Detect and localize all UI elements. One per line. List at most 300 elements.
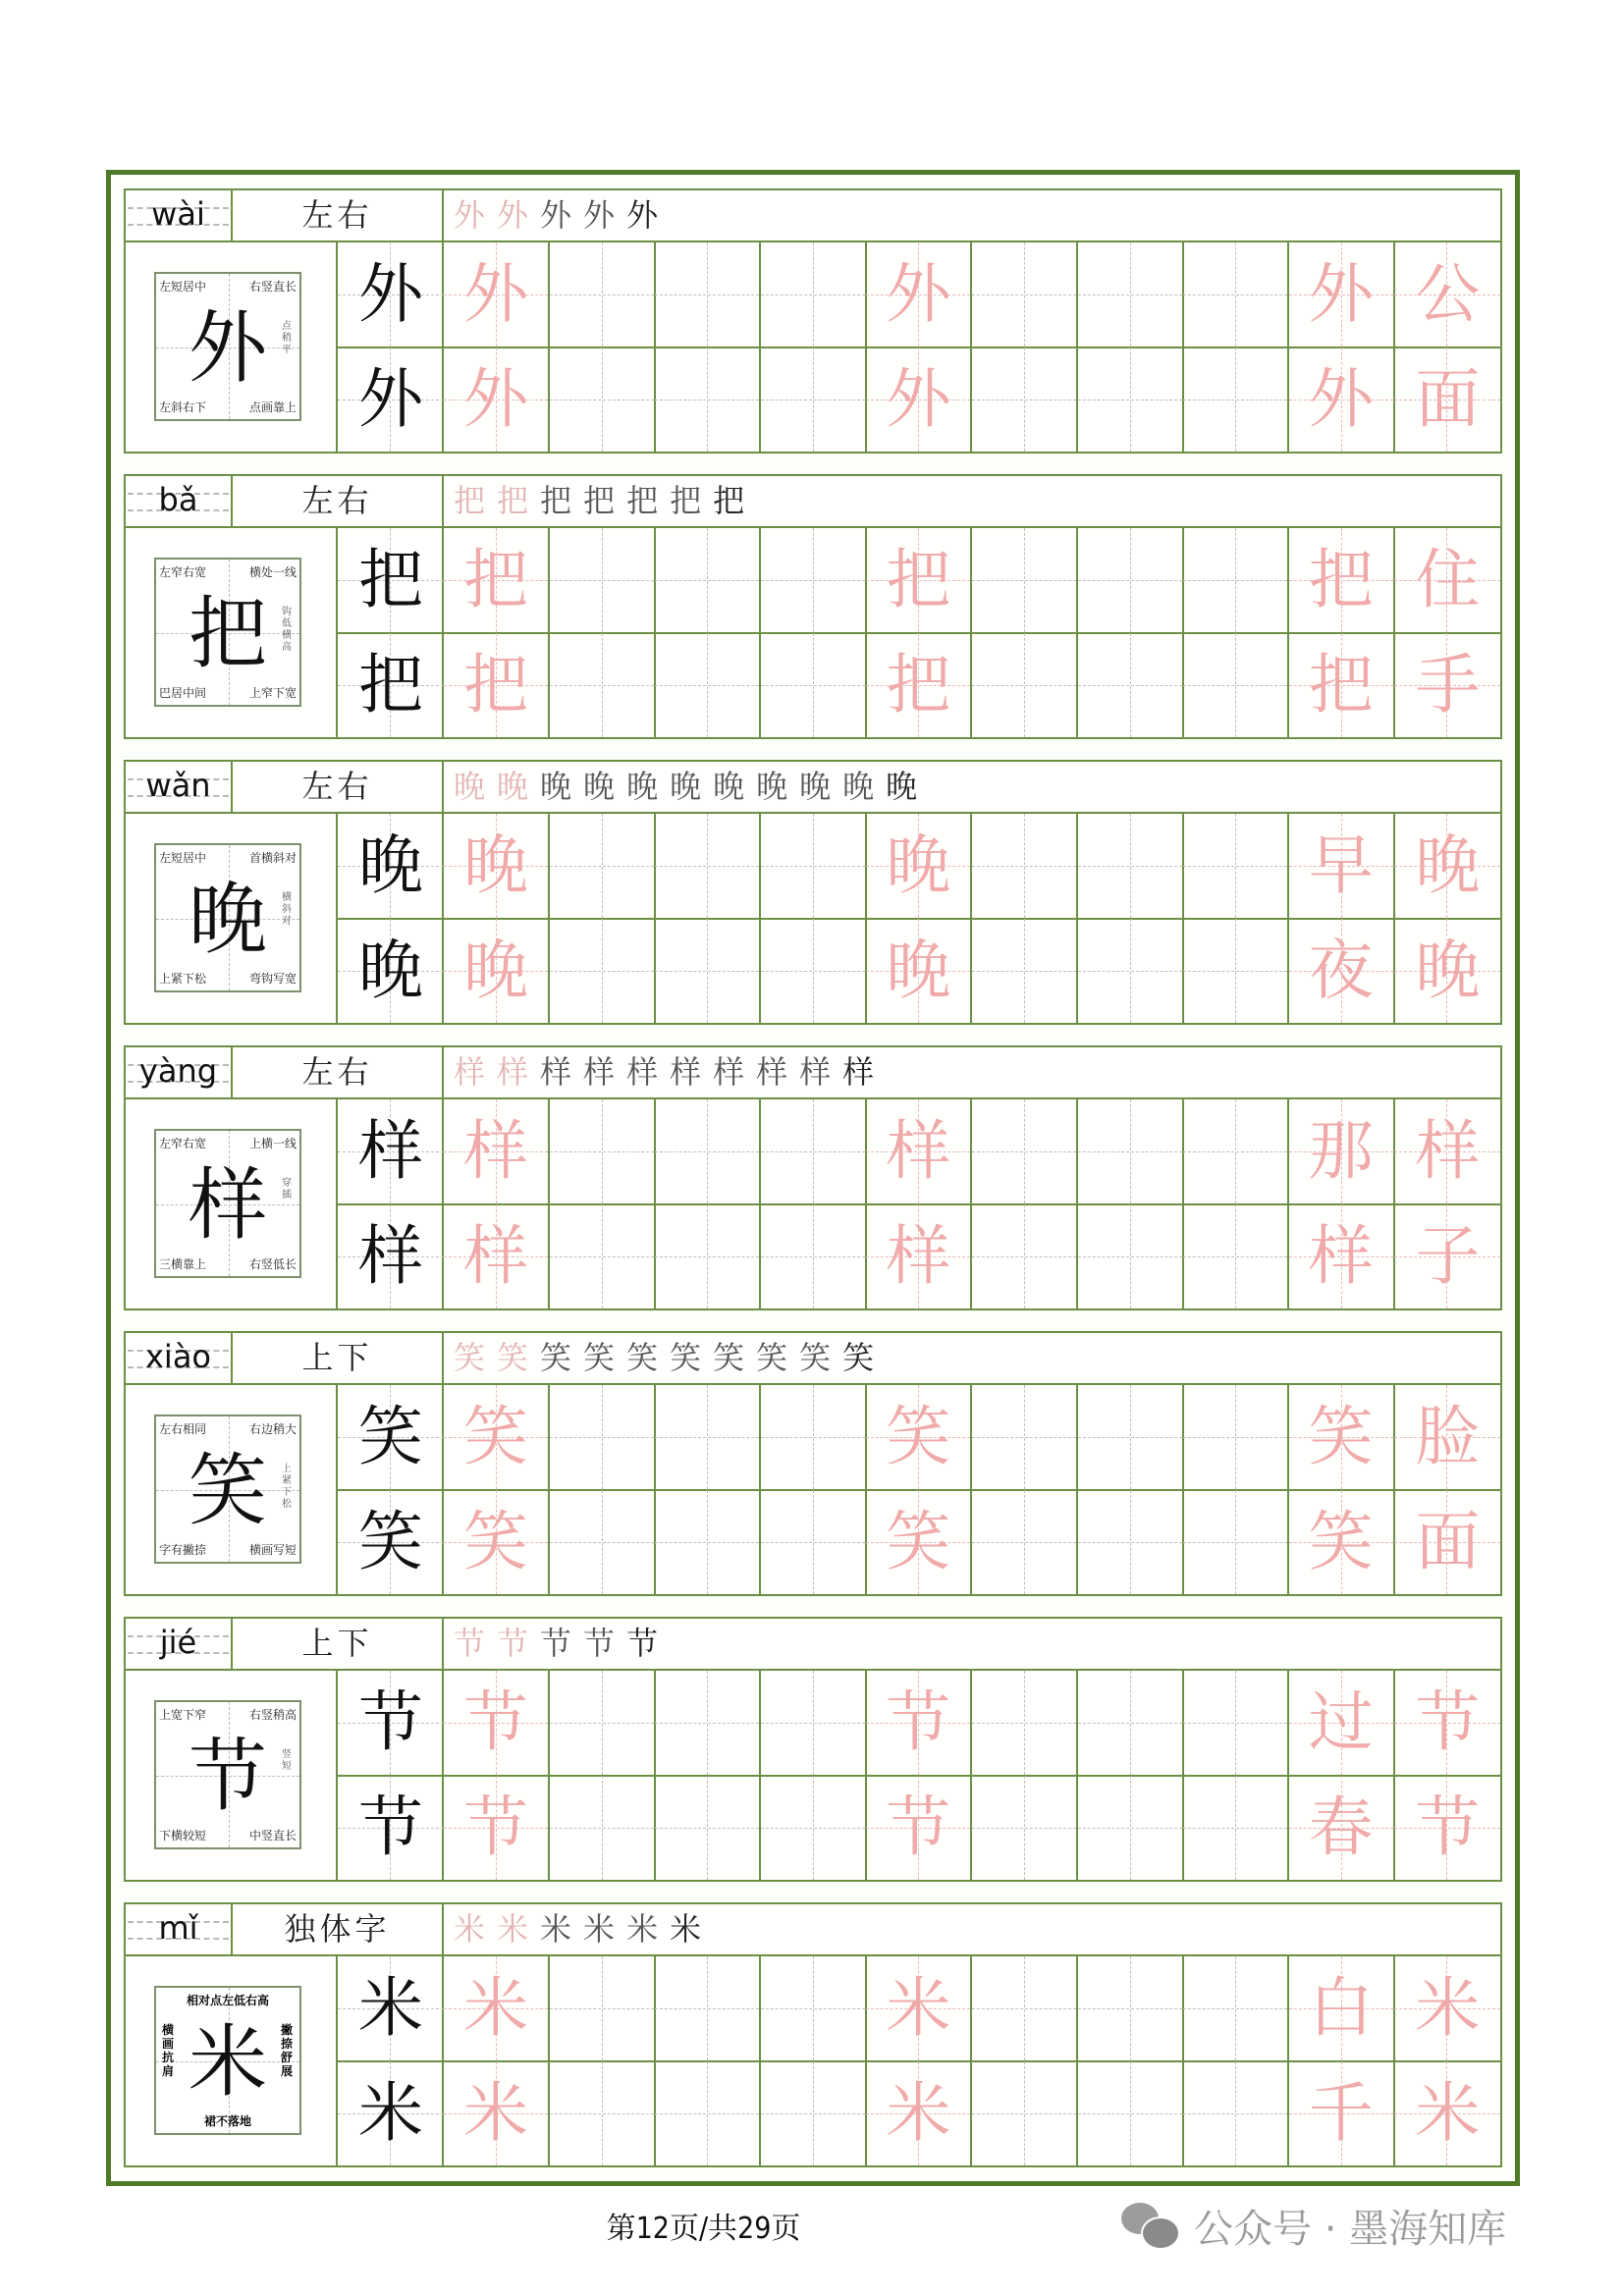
analysis-side-note: 横斜对 [282, 892, 292, 927]
stroke-step: 外 [583, 196, 616, 234]
practice-cell [550, 633, 656, 737]
stroke-step: 米 [497, 1910, 529, 1948]
practice-cell [655, 1671, 761, 1775]
trace-character: 节 [886, 1684, 951, 1760]
pinyin-cell [126, 762, 233, 812]
practice-cell [550, 242, 656, 347]
model-character: 样 [358, 1218, 423, 1294]
character-block [124, 1331, 1502, 1596]
practice-cell [761, 347, 867, 452]
trace-character: 米 [463, 1970, 528, 2046]
model-character: 米 [358, 1970, 423, 2046]
analysis-note: 三横靠上 [159, 1257, 207, 1271]
stroke-step: 把 [497, 482, 529, 519]
practice-cell [1289, 347, 1395, 452]
analysis-character: 晚 [189, 874, 267, 965]
stroke-step: 把 [626, 482, 659, 519]
practice-cell [655, 347, 761, 452]
trace-character: 夜 [1308, 933, 1374, 1008]
practice-cell [1078, 2061, 1184, 2165]
stroke-step: 晚 [713, 768, 745, 805]
practice-cell [550, 1776, 656, 1880]
character-block [124, 474, 1502, 739]
stroke-step: 笑 [540, 1339, 572, 1376]
trace-character: 面 [1415, 1504, 1481, 1579]
trace-character: 手 [1415, 647, 1481, 722]
block-header [126, 1333, 1500, 1385]
practice-cell [1078, 242, 1184, 347]
analysis-note: 左右相同 [159, 1422, 207, 1436]
practice-cell [972, 1490, 1078, 1594]
trace-character: 样 [1415, 1113, 1481, 1189]
practice-cell [1289, 633, 1395, 737]
analysis-note: 字有撇捺 [159, 1543, 207, 1557]
trace-character: 外 [463, 361, 528, 437]
practice-cell [866, 242, 972, 347]
practice-cell [1183, 1490, 1289, 1594]
stroke-step: 外 [497, 196, 529, 234]
trace-character: 那 [1308, 1113, 1374, 1189]
practice-cell [1289, 1490, 1395, 1594]
practice-cell [1394, 347, 1500, 452]
model-character: 外 [358, 256, 423, 332]
model-column [338, 814, 444, 1023]
practice-cell [1078, 633, 1184, 737]
practice-cell [1183, 347, 1289, 452]
stroke-step: 样 [626, 1053, 659, 1091]
model-character: 把 [358, 542, 423, 617]
analysis-note: 弯钩写宽 [248, 972, 297, 986]
practice-cell [1289, 814, 1395, 918]
pinyin: mǐ [158, 1909, 198, 1947]
block-header [126, 476, 1500, 528]
practice-cell [550, 1956, 656, 2060]
analysis-note: 左短居中 [159, 280, 207, 294]
stroke-step: 米 [540, 1910, 572, 1948]
practice-cell [550, 1671, 656, 1775]
model-character: 晚 [358, 933, 423, 1008]
practice-cell [866, 2061, 972, 2165]
practice-cell [1183, 1099, 1289, 1203]
analysis-note: 左斜右下 [159, 400, 207, 414]
practice-cell [1183, 528, 1289, 632]
practice-cell [1289, 1385, 1395, 1489]
analysis-character: 笑 [189, 1445, 267, 1536]
practice-cell [444, 633, 550, 737]
practice-cell [1289, 1204, 1395, 1308]
stroke-step: 晚 [583, 768, 616, 805]
trace-character: 晚 [1415, 828, 1481, 903]
model-character: 笑 [358, 1399, 423, 1474]
practice-cell [444, 1204, 550, 1308]
structure-analysis-box [154, 272, 301, 421]
practice-cell [1078, 1385, 1184, 1489]
model-column [338, 1385, 444, 1594]
model-column [338, 1099, 444, 1308]
trace-character: 外 [886, 256, 951, 332]
practice-cell [972, 2061, 1078, 2165]
stroke-step: 节 [583, 1625, 616, 1662]
structure-analysis-box [154, 558, 301, 707]
practice-cell [655, 1385, 761, 1489]
stroke-step: 米 [583, 1910, 616, 1948]
practice-cell [1394, 1385, 1500, 1489]
practice-cell [761, 1099, 867, 1203]
stroke-order [454, 762, 929, 812]
practice-cell [972, 1204, 1078, 1308]
practice-cell [761, 1204, 867, 1308]
trace-character: 笑 [463, 1504, 528, 1579]
practice-cell [444, 1671, 550, 1775]
stroke-step: 节 [626, 1625, 659, 1662]
stroke-step: 晚 [756, 768, 788, 805]
block-header [126, 1047, 1500, 1099]
stroke-step: 晚 [454, 768, 486, 805]
analysis-note: 横画写短 [248, 1543, 297, 1557]
practice-cell [1289, 919, 1395, 1023]
model-character: 节 [358, 1684, 423, 1760]
structure-analysis-box [154, 1129, 301, 1278]
analysis-note: 中竖直长 [248, 1829, 297, 1842]
model-column [338, 1671, 444, 1880]
practice-cell [1289, 1671, 1395, 1775]
practice-cell [1183, 1385, 1289, 1489]
analysis-note: 左短居中 [159, 851, 207, 865]
analysis-character: 米 [189, 2016, 267, 2108]
trace-character: 节 [1415, 1789, 1481, 1865]
pinyin: xiào [144, 1338, 211, 1375]
stroke-order [454, 1333, 886, 1383]
stroke-step: 外 [540, 196, 572, 234]
structure-type: 左右 [233, 476, 444, 526]
trace-character: 外 [1308, 361, 1374, 437]
analysis-note: 裙不落地 [203, 2114, 251, 2128]
pinyin: yàng [138, 1052, 218, 1090]
analysis-character: 节 [189, 1731, 267, 1822]
practice-cell [1183, 633, 1289, 737]
practice-cell [1289, 242, 1395, 347]
practice-cell [1394, 1671, 1500, 1775]
trace-character: 样 [463, 1218, 528, 1294]
practice-cell [761, 814, 867, 918]
trace-character: 把 [1308, 542, 1374, 617]
practice-cell [1183, 919, 1289, 1023]
watermark-text: 公众号 · 墨海知库 [1194, 2206, 1507, 2252]
structure-analysis-box [154, 1986, 301, 2135]
stroke-step: 笑 [626, 1339, 659, 1376]
practice-cell [1078, 347, 1184, 452]
analysis-note: 上宽下窄 [159, 1708, 207, 1722]
practice-cell [1078, 1204, 1184, 1308]
stroke-order [454, 1047, 886, 1097]
practice-cell [866, 1385, 972, 1489]
analysis-note: 右边稍大 [248, 1422, 297, 1436]
trace-character: 晚 [463, 933, 528, 1008]
character-block [124, 188, 1502, 454]
model-character: 外 [358, 361, 423, 437]
pinyin-cell [126, 1047, 233, 1097]
practice-cell [866, 1671, 972, 1775]
stroke-step: 晚 [497, 768, 529, 805]
analysis-note: 上窄下宽 [248, 686, 297, 700]
practice-cell [550, 2061, 656, 2165]
stroke-step: 节 [454, 1625, 486, 1662]
model-column [338, 1956, 444, 2165]
stroke-step: 节 [540, 1625, 572, 1662]
practice-cell [444, 814, 550, 918]
trace-character: 样 [886, 1218, 951, 1294]
practice-cell [655, 1956, 761, 2060]
practice-cell [761, 633, 867, 737]
analysis-note: 上横一线 [248, 1137, 297, 1150]
practice-cell [550, 1204, 656, 1308]
practice-cell [444, 1490, 550, 1594]
practice-cell [866, 347, 972, 452]
trace-character: 样 [463, 1113, 528, 1189]
practice-cell [1289, 1776, 1395, 1880]
practice-cell [655, 1490, 761, 1594]
trace-character: 节 [463, 1684, 528, 1760]
pinyin-cell [126, 476, 233, 526]
stroke-step: 晚 [540, 768, 572, 805]
practice-cell [972, 633, 1078, 737]
model-character: 笑 [358, 1504, 423, 1579]
pinyin: wài [151, 195, 205, 233]
structure-type: 上下 [233, 1619, 444, 1669]
structure-type: 独体字 [233, 1904, 444, 1954]
stroke-order [454, 190, 670, 240]
trace-character: 外 [1308, 256, 1374, 332]
trace-character: 晚 [463, 828, 528, 903]
analysis-character: 把 [189, 588, 267, 679]
stroke-step: 把 [540, 482, 572, 519]
practice-cell [972, 1099, 1078, 1203]
watermark [1119, 2201, 1506, 2250]
practice-cell [761, 1956, 867, 2060]
practice-cell [444, 1776, 550, 1880]
pinyin: jié [159, 1624, 197, 1661]
stroke-step: 样 [713, 1053, 745, 1091]
stroke-step: 样 [842, 1053, 875, 1091]
stroke-step: 米 [670, 1910, 702, 1948]
wechat-icon [1119, 2201, 1180, 2250]
trace-character: 子 [1415, 1218, 1481, 1294]
practice-cell [444, 1385, 550, 1489]
analysis-character: 样 [189, 1159, 267, 1251]
trace-character: 把 [1308, 647, 1374, 722]
character-block [124, 1045, 1502, 1310]
practice-cell [655, 1776, 761, 1880]
analysis-note: 相对点左低右高 [186, 1994, 269, 2007]
practice-cell [972, 1956, 1078, 2060]
stroke-step: 晚 [626, 768, 659, 805]
analysis-cell [126, 1956, 338, 2165]
trace-character: 把 [463, 647, 528, 722]
stroke-step: 节 [497, 1625, 529, 1662]
trace-character: 米 [886, 2075, 951, 2151]
practice-cell [761, 919, 867, 1023]
practice-cell [1289, 2061, 1395, 2165]
practice-cell [761, 1671, 867, 1775]
trace-character: 外 [463, 256, 528, 332]
pinyin-cell [126, 190, 233, 240]
practice-cell [972, 242, 1078, 347]
practice-cell [1078, 1671, 1184, 1775]
practice-cell [1183, 1776, 1289, 1880]
practice-cell [655, 1204, 761, 1308]
practice-cell [866, 528, 972, 632]
practice-cell [866, 1956, 972, 2060]
structure-analysis-box [154, 1415, 301, 1564]
practice-cell [444, 347, 550, 452]
practice-cell [1394, 1490, 1500, 1594]
pinyin-cell [126, 1904, 233, 1954]
stroke-order [454, 1904, 713, 1954]
trace-character: 节 [1415, 1684, 1481, 1760]
analysis-side-note: 点稍平 [282, 321, 292, 355]
practice-cell [444, 2061, 550, 2165]
practice-cell [972, 814, 1078, 918]
practice-cell [972, 347, 1078, 452]
practice-cell [1394, 633, 1500, 737]
stroke-step: 把 [670, 482, 702, 519]
practice-cell [1394, 1099, 1500, 1203]
practice-cell [550, 814, 656, 918]
structure-type: 左右 [233, 1047, 444, 1097]
practice-cell [866, 1490, 972, 1594]
model-character: 晚 [358, 828, 423, 903]
pinyin-cell [126, 1619, 233, 1669]
practice-cell [550, 1099, 656, 1203]
block-header [126, 1904, 1500, 1956]
stroke-step: 笑 [583, 1339, 616, 1376]
trace-character: 笑 [886, 1504, 951, 1579]
stroke-step: 样 [583, 1053, 616, 1091]
analysis-cell [126, 1385, 338, 1594]
trace-character: 把 [463, 542, 528, 617]
practice-cell [1289, 1956, 1395, 2060]
practice-grid [444, 1385, 1500, 1594]
practice-cell [655, 814, 761, 918]
model-column [338, 528, 444, 737]
structure-type: 上下 [233, 1333, 444, 1383]
character-block [124, 1617, 1502, 1882]
analysis-cell [126, 1671, 338, 1880]
stroke-step: 样 [799, 1053, 832, 1091]
pinyin: wǎn [145, 767, 211, 804]
practice-grid [444, 528, 1500, 737]
practice-cell [1394, 1204, 1500, 1308]
practice-cell [1183, 1204, 1289, 1308]
analysis-note: 点画靠上 [248, 400, 297, 414]
practice-cell [655, 2061, 761, 2165]
analysis-cell [126, 528, 338, 737]
practice-grid [444, 1671, 1500, 1880]
stroke-step: 笑 [713, 1339, 745, 1376]
trace-character: 白 [1308, 1970, 1374, 2046]
practice-cell [1394, 2061, 1500, 2165]
trace-character: 样 [1308, 1218, 1374, 1294]
practice-cell [761, 2061, 867, 2165]
model-character: 节 [358, 1789, 423, 1865]
stroke-step: 笑 [799, 1339, 832, 1376]
analysis-side-note: 竖短 [282, 1749, 292, 1772]
practice-cell [444, 919, 550, 1023]
structure-type: 左右 [233, 762, 444, 812]
model-character: 米 [358, 2075, 423, 2151]
trace-character: 早 [1308, 828, 1374, 903]
trace-character: 笑 [886, 1399, 951, 1474]
analysis-character: 外 [189, 302, 267, 394]
practice-cell [655, 528, 761, 632]
trace-character: 晚 [1415, 933, 1481, 1008]
practice-cell [550, 1385, 656, 1489]
stroke-step: 晚 [670, 768, 702, 805]
practice-cell [444, 1099, 550, 1203]
trace-character: 脸 [1415, 1399, 1481, 1474]
practice-cell [761, 1776, 867, 1880]
trace-character: 笑 [1308, 1504, 1374, 1579]
trace-character: 把 [886, 647, 951, 722]
stroke-step: 样 [497, 1053, 529, 1091]
practice-cell [761, 528, 867, 632]
practice-cell [1078, 919, 1184, 1023]
practice-cell [1078, 1956, 1184, 2060]
practice-cell [550, 528, 656, 632]
analysis-note: 左窄右宽 [159, 1137, 207, 1150]
practice-cell [655, 242, 761, 347]
analysis-note: 横处一线 [248, 565, 297, 579]
analysis-cell [126, 814, 338, 1023]
block-header [126, 1619, 1500, 1671]
practice-cell [1394, 814, 1500, 918]
stroke-step: 晚 [842, 768, 875, 805]
structure-analysis-box [154, 843, 301, 992]
practice-cell [761, 1385, 867, 1489]
practice-cell [972, 1385, 1078, 1489]
analysis-note: 右竖稍高 [248, 1708, 297, 1722]
model-character: 样 [358, 1113, 423, 1189]
trace-character: 节 [463, 1789, 528, 1865]
analysis-note: 右竖低长 [248, 1257, 297, 1271]
practice-cell [1078, 814, 1184, 918]
trace-character: 样 [886, 1113, 951, 1189]
analysis-cell [126, 1099, 338, 1308]
stroke-step: 米 [454, 1910, 486, 1948]
practice-cell [866, 1776, 972, 1880]
stroke-step: 晚 [799, 768, 832, 805]
stroke-step: 晚 [886, 768, 918, 805]
practice-grid [444, 1956, 1500, 2165]
analysis-side-note: 上紧下松 [282, 1464, 292, 1510]
trace-character: 春 [1308, 1789, 1374, 1865]
practice-cell [1394, 1776, 1500, 1880]
practice-cell [1289, 1099, 1395, 1203]
practice-cell [761, 242, 867, 347]
pinyin-cell [126, 1333, 233, 1383]
stroke-step: 样 [540, 1053, 572, 1091]
trace-character: 米 [463, 2075, 528, 2151]
stroke-order [454, 1619, 670, 1669]
trace-character: 千 [1308, 2075, 1374, 2151]
character-block [124, 760, 1502, 1025]
trace-character: 住 [1415, 542, 1481, 617]
stroke-step: 把 [583, 482, 616, 519]
trace-character: 米 [1415, 1970, 1481, 2046]
stroke-step: 笑 [497, 1339, 529, 1376]
practice-cell [1078, 1099, 1184, 1203]
trace-character: 面 [1415, 361, 1481, 437]
